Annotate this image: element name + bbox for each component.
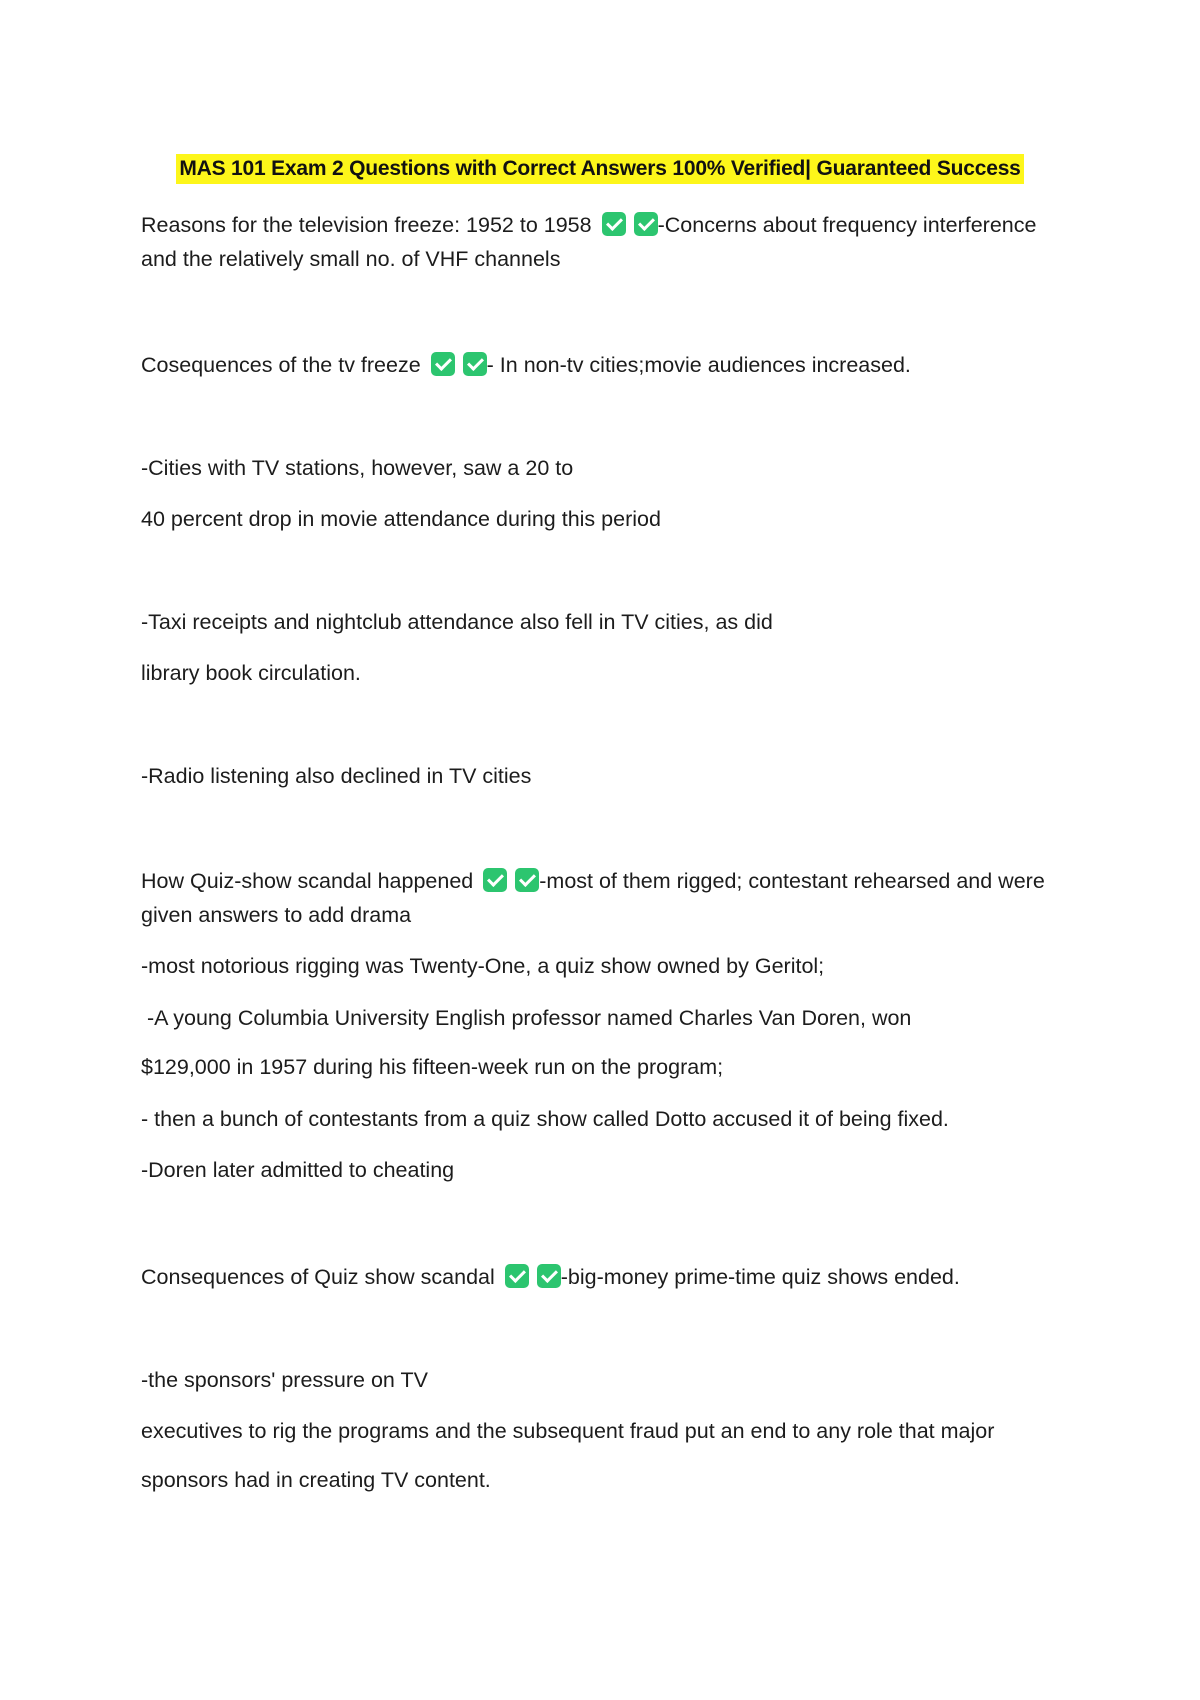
qa-item-1-question-line <box>141 208 1036 242</box>
paragraph-line: -A young Columbia University English professor named Charles Van Doren, won <box>141 1006 912 1030</box>
paragraph-line: executives to rig the programs and the subsequent fraud put an end to any role that major <box>141 1419 995 1443</box>
question-text: Reasons for the television freeze: 1952 to 1958 <box>141 213 592 237</box>
check-box-icon <box>463 352 487 376</box>
check-box-icon <box>602 212 626 236</box>
check-box-icon <box>483 868 507 892</box>
paragraph-line: sponsors had in creating TV content. <box>141 1468 491 1492</box>
title-container <box>0 154 1200 184</box>
qa-item-4-question-line <box>141 1260 960 1294</box>
question-text: Cosequences of the tv freeze <box>141 353 421 377</box>
paragraph-line: library book circulation. <box>141 661 361 685</box>
paragraph-line: -Taxi receipts and nightclub attendance also fell in TV cities, as did <box>141 610 773 634</box>
answer-text: -Concerns about frequency interference <box>657 213 1037 237</box>
paragraph-line: -Cities with TV stations, however, saw a 20 to <box>141 456 574 480</box>
check-box-icon <box>505 1264 529 1288</box>
question-text: How Quiz-show scandal happened <box>141 869 474 893</box>
answer-text: given answers to add drama <box>141 903 412 927</box>
answer-text: and the relatively small no. of VHF channels <box>141 247 561 271</box>
paragraph-line: 40 percent drop in movie attendance during this period <box>141 507 661 531</box>
paragraph-line: -most notorious rigging was Twenty-One, a quiz show owned by Geritol; <box>141 954 825 978</box>
qa-item-3-question-line <box>141 864 1045 898</box>
paragraph-line: -Doren later admitted to cheating <box>141 1158 455 1182</box>
question-text: Consequences of Quiz show scandal <box>141 1265 495 1289</box>
answer-text: -big-money prime-time quiz shows ended. <box>560 1265 960 1289</box>
paragraph-line: -Radio listening also declined in TV cities <box>141 764 532 788</box>
paragraph-line: -the sponsors' pressure on TV <box>141 1368 428 1392</box>
check-box-icon <box>431 352 455 376</box>
paragraph-line: - then a bunch of contestants from a quiz show called Dotto accused it of being fixed. <box>141 1107 949 1131</box>
check-box-icon <box>634 212 658 236</box>
document-title: MAS 101 Exam 2 Questions with Correct Answers 100% Verified| Guaranteed Success <box>176 154 1023 184</box>
answer-text: - In non-tv cities;movie audiences increased. <box>486 353 911 377</box>
qa-item-1-answer-cont <box>141 242 560 276</box>
check-box-icon <box>537 1264 561 1288</box>
check-box-icon <box>515 868 539 892</box>
answer-text: -most of them rigged; contestant rehearsed and were <box>539 869 1045 893</box>
qa-item-3-answer-cont <box>141 898 411 932</box>
paragraph-line: $129,000 in 1957 during his fifteen-week run on the program; <box>141 1055 724 1079</box>
qa-item-2-question-line <box>141 348 911 382</box>
